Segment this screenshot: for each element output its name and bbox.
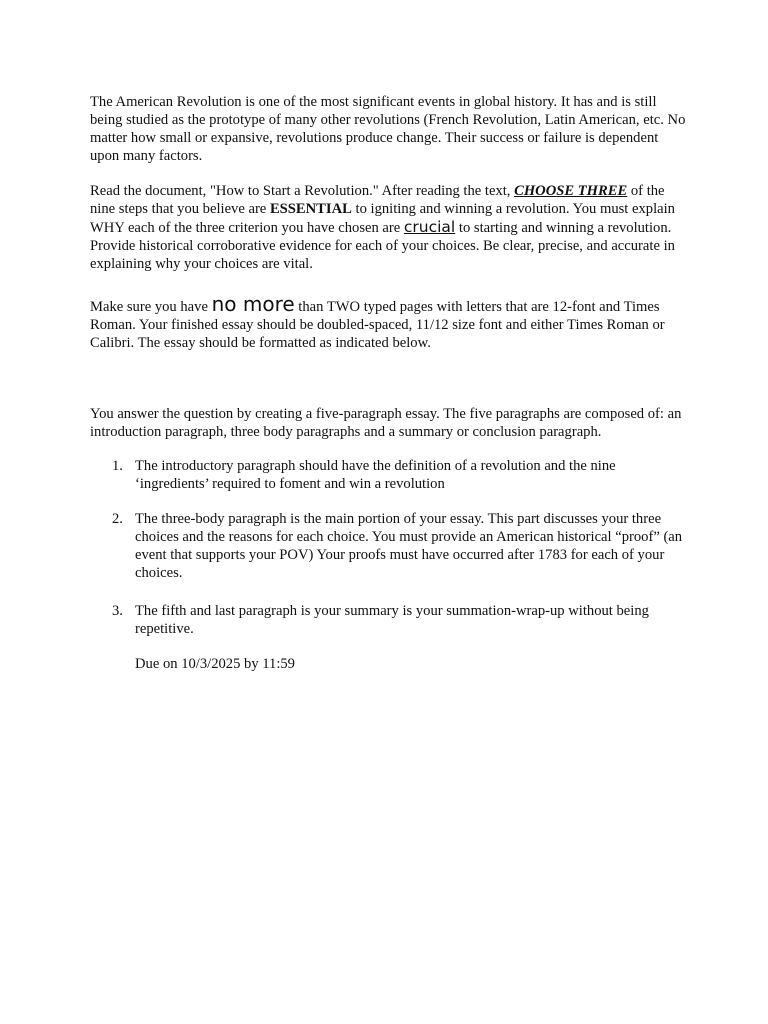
due-date: Due on 10/3/2025 by 11:59	[135, 656, 295, 672]
list-item-number: 3.	[112, 603, 123, 619]
instructions-text-b: of the nine steps that you believe are	[90, 183, 665, 217]
instructions-text-d: to starting and winning a revolution. Provide historical corroborative evidence for each of your choices. Be clear, precise, and accurate in explaining why your choices are vital.	[90, 219, 675, 272]
list-item-text: The fifth and last paragraph is your summary is your summation-wrap-up without being repetitive.	[135, 603, 649, 637]
instructions-text-a: Read the document, "How to Start a Revolution." After reading the text,	[90, 183, 515, 199]
list-item-text: The three-body paragraph is the main portion of your essay. This part discusses your three choices and the reasons for each choice. You must provide an American historical “proof” (an event that supports your POV) Your proofs must have occurred after 1783 for each of your choices.	[135, 511, 683, 581]
crucial-emphasis: crucial	[403, 217, 456, 236]
formatting-paragraph	[90, 292, 686, 353]
formatting-text-b: than TWO typed pages with letters that are 12-font and Times Roman. Your finished essay should be doubled-spaced, 11/12 size font and either Times Roman or Calibri. The essay should be formatted as indicated below.	[90, 299, 665, 351]
essential-emphasis: ESSENTIAL	[269, 200, 352, 217]
instructions-text-c: to igniting and winning a revolution. You must explain WHY each of the three criterion you have chosen are	[90, 200, 675, 236]
intro-paragraph: The American Revolution is one of the most significant events in global history. It has and is still being studied as the prototype of many other revolutions (French Revolution, Latin American, etc. No matter how small or expansive, revolutions produce change. Their success or failure is dependent upon many factors.	[90, 94, 686, 164]
no-more-emphasis: no more	[211, 292, 295, 316]
formatting-text-a: Make sure you have	[90, 299, 212, 315]
list-item-number: 2.	[112, 511, 123, 527]
list-item-text: The introductory paragraph should have the definition of a revolution and the nine ‘ingredients’ required to foment and win a revolution	[135, 458, 616, 492]
essay-structure-paragraph: You answer the question by creating a five-paragraph essay. The five paragraphs are composed of: an introduction paragraph, three body paragraphs and a summary or conclusion paragraph.	[90, 406, 682, 440]
list-item-number: 1.	[112, 458, 123, 474]
choose-three-emphasis: CHOOSE THREE	[514, 183, 628, 199]
instructions-paragraph	[90, 183, 686, 274]
